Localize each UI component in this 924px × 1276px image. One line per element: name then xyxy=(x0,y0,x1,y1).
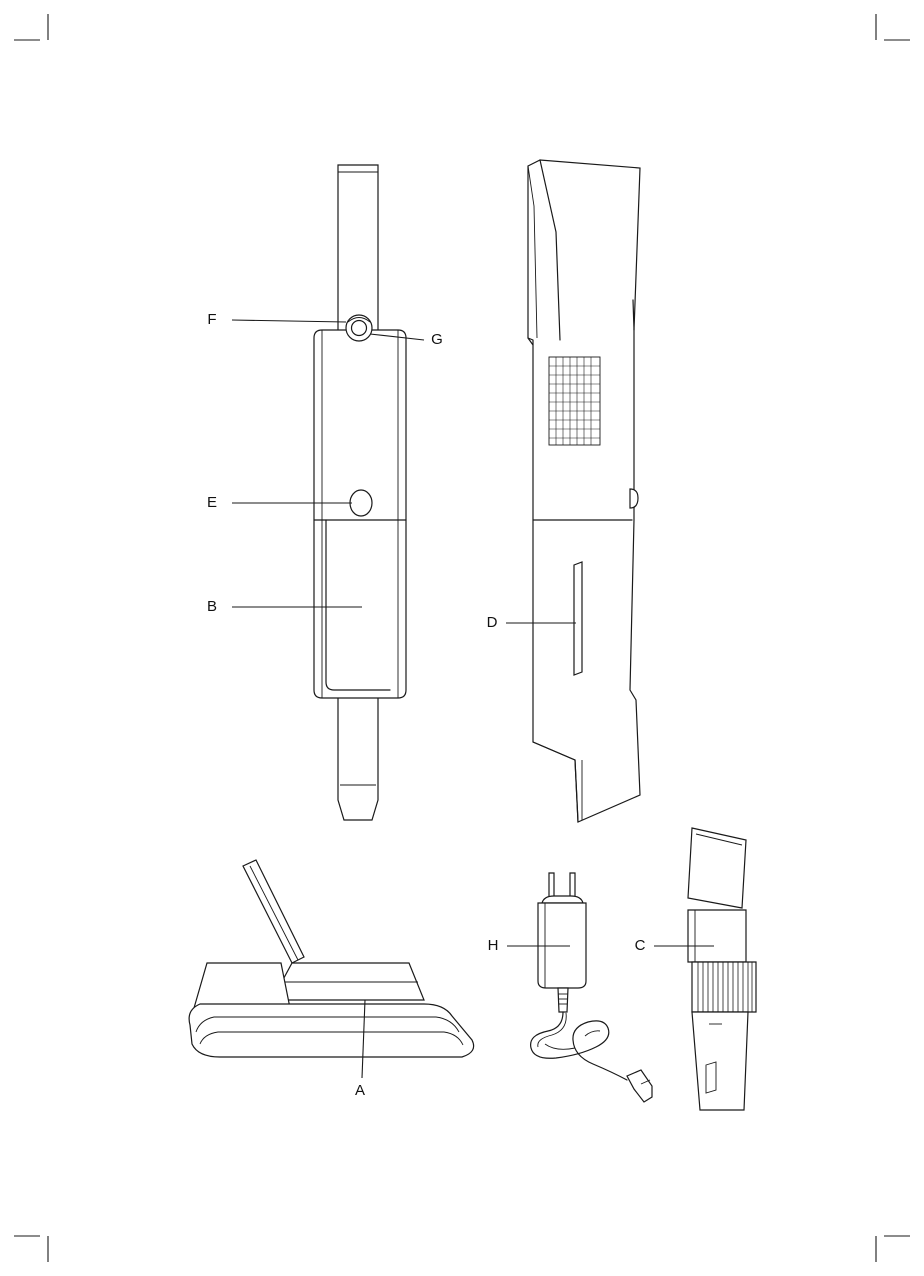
brush-attachment xyxy=(688,828,756,1110)
label-A: A xyxy=(354,1081,366,1099)
label-F: F xyxy=(207,310,217,328)
label-E: E xyxy=(206,493,218,511)
crop-marks xyxy=(14,14,910,1262)
callout-F xyxy=(207,311,346,328)
label-H: H xyxy=(487,936,499,954)
label-D: D xyxy=(486,613,498,631)
main-unit-front xyxy=(314,165,406,820)
charging-stand xyxy=(189,860,474,1057)
power-adapter xyxy=(531,873,652,1102)
label-C: C xyxy=(634,936,646,954)
label-B: B xyxy=(206,597,218,615)
main-unit-side xyxy=(528,160,640,822)
label-G: G xyxy=(431,330,443,348)
